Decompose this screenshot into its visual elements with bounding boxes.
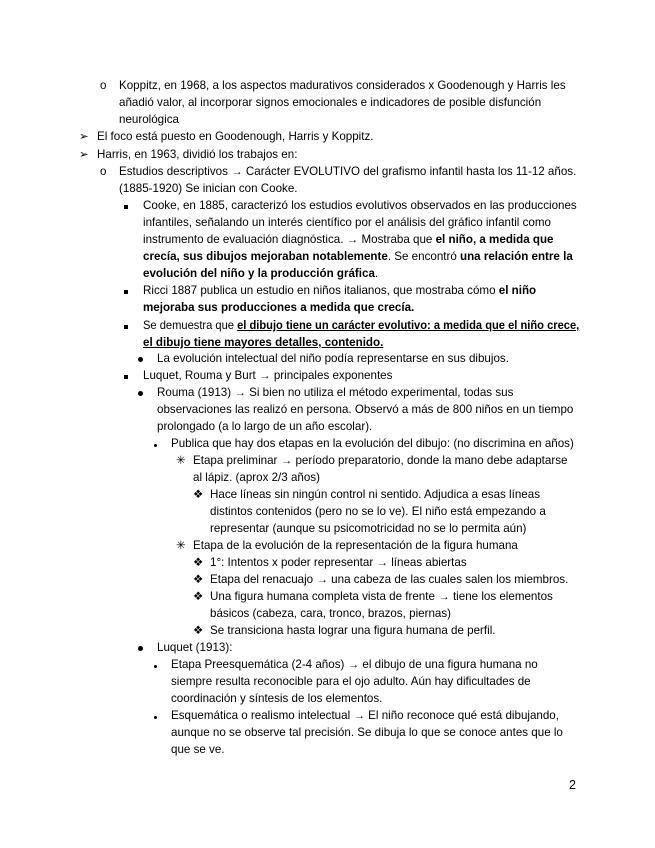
asterisk-bullet-icon: ✳: [176, 454, 186, 467]
text-line: El foco está puesto en Goodenough, Harris y Koppitz.: [97, 130, 374, 143]
text-line: Estudios descriptivos → Carácter EVOLUTIVO del grafismo infantil hasta los 11-12 años.: [119, 165, 577, 178]
text-line: Etapa del renacuajo → una cabeza de las cuales salen los miembros.: [210, 573, 569, 586]
text-line: al lápiz. (aprox 2/3 años): [193, 471, 320, 484]
text-line: añadió valor, al incorporar signos emocionales e indicadores de posible disfunción: [119, 96, 542, 109]
text-line: Hace líneas sin ningún control ni sentido. Adjudica a esas líneas: [210, 488, 540, 501]
square-bullet: [124, 282, 128, 299]
small-dot-bullet: [154, 707, 157, 724]
text-line: observaciones las realizó en persona. Observó a más de 800 niños en un tiempo: [157, 403, 574, 416]
text-line: Etapa de la evolución de la representación de la figura humana: [193, 539, 518, 552]
diamond-bullet-icon: ❖: [193, 590, 204, 603]
circle-bullet: o: [100, 165, 107, 178]
small-dot-bullet: [154, 656, 157, 673]
text-line: Se transiciona hasta lograr una figura humana de perfil.: [210, 624, 496, 637]
text-line: neurológica: [119, 113, 179, 126]
text-line: Harris, en 1963, dividió los trabajos en:: [97, 148, 298, 161]
diamond-bullet-icon: ❖: [193, 556, 204, 569]
arrow-bullet-icon: ➢: [79, 130, 89, 143]
text-line: Ricci 1887 publica un estudio en niños italianos, que mostraba cómo el niño: [143, 284, 537, 297]
text-line: Esquemática o realismo intelectual → El niño reconoce qué está dibujando,: [171, 709, 559, 722]
text-line: Publica que hay dos etapas en la evolución del dibujo: (no discrimina en años): [171, 437, 574, 450]
diamond-bullet-icon: ❖: [193, 488, 204, 501]
text-line: Una figura humana completa vista de frente → tiene los elementos: [210, 590, 553, 603]
text-line: Luquet (1913):: [157, 641, 233, 654]
arrow-bullet-icon: ➢: [79, 148, 89, 161]
text-line: mejoraba sus producciones a medida que crecía.: [143, 301, 415, 314]
text-line: Rouma (1913) → Si bien no utiliza el método experimental, todas sus: [157, 386, 514, 399]
text-line: que se ve.: [171, 743, 225, 756]
round-bullet: [138, 384, 143, 401]
square-bullet: [124, 367, 128, 384]
round-bullet: [138, 350, 143, 367]
diamond-bullet-icon: ❖: [193, 573, 204, 586]
circle-bullet: o: [100, 79, 107, 92]
text-line: Luquet, Rouma y Burt → principales exponentes: [143, 369, 393, 382]
page-number: 2: [569, 778, 576, 792]
diamond-bullet-icon: ❖: [193, 624, 204, 637]
square-bullet: [124, 197, 128, 214]
text-line: 1°: Intentos x poder representar → líneas abiertas: [210, 556, 467, 569]
text-line: Etapa preliminar → período preparatorio, donde la mano debe adaptarse: [193, 454, 568, 467]
text-line: coordinación y síntesis de los elementos.: [171, 692, 383, 705]
text-line: infantiles, señalando un interés científico por el análisis del gráfico infantil como: [143, 216, 551, 229]
text-line: aunque no se observe tal precisión. Se dibuja lo que se conoce antes que lo: [171, 726, 563, 739]
asterisk-bullet-icon: ✳: [176, 539, 186, 552]
text-line: siempre resulta reconocible para el ojo adulto. Aún hay dificultades de: [171, 675, 531, 688]
round-bullet: [138, 639, 143, 656]
text-line: La evolución intelectual del niño podía representarse en sus dibujos.: [157, 352, 509, 365]
text-line: crecía, sus dibujos mejoraban notablemente. Se encontró una relación entre la: [143, 250, 573, 263]
text-line: representar (aunque su psicomotricidad no se lo permita aún): [210, 522, 527, 535]
text-line: el dibujo tiene mayores detalles, contenido.: [143, 336, 384, 349]
text-line: evolución del niño y la producción gráfica.: [143, 267, 379, 280]
text-line: distintos contenidos (pero no se lo ve). El niño está empezando a: [210, 505, 546, 518]
text-line: Se demuestra que el dibujo tiene un carácter evolutivo: a medida que el niño crece,: [143, 319, 580, 332]
small-dot-bullet: [154, 435, 157, 452]
text-line: (1885-1920) Se inician con Cooke.: [119, 182, 298, 195]
text-line: instrumento de evaluación diagnóstica. → Mostraba que el niño, a medida que: [143, 233, 554, 246]
text-line: Cooke, en 1885, caracterizó los estudios evolutivos observados en las producciones: [143, 199, 577, 212]
square-bullet: [124, 317, 128, 334]
text-line: prolongado (a lo largo de un año escolar).: [157, 420, 373, 433]
text-line: básicos (cabeza, cara, tronco, brazos, piernas): [210, 607, 452, 620]
text-line: Etapa Preesquemática (2-4 años) → el dibujo de una figura humana no: [171, 658, 538, 671]
text-line: Koppitz, en 1968, a los aspectos madurativos considerados x Goodenough y Harris les: [119, 79, 566, 92]
